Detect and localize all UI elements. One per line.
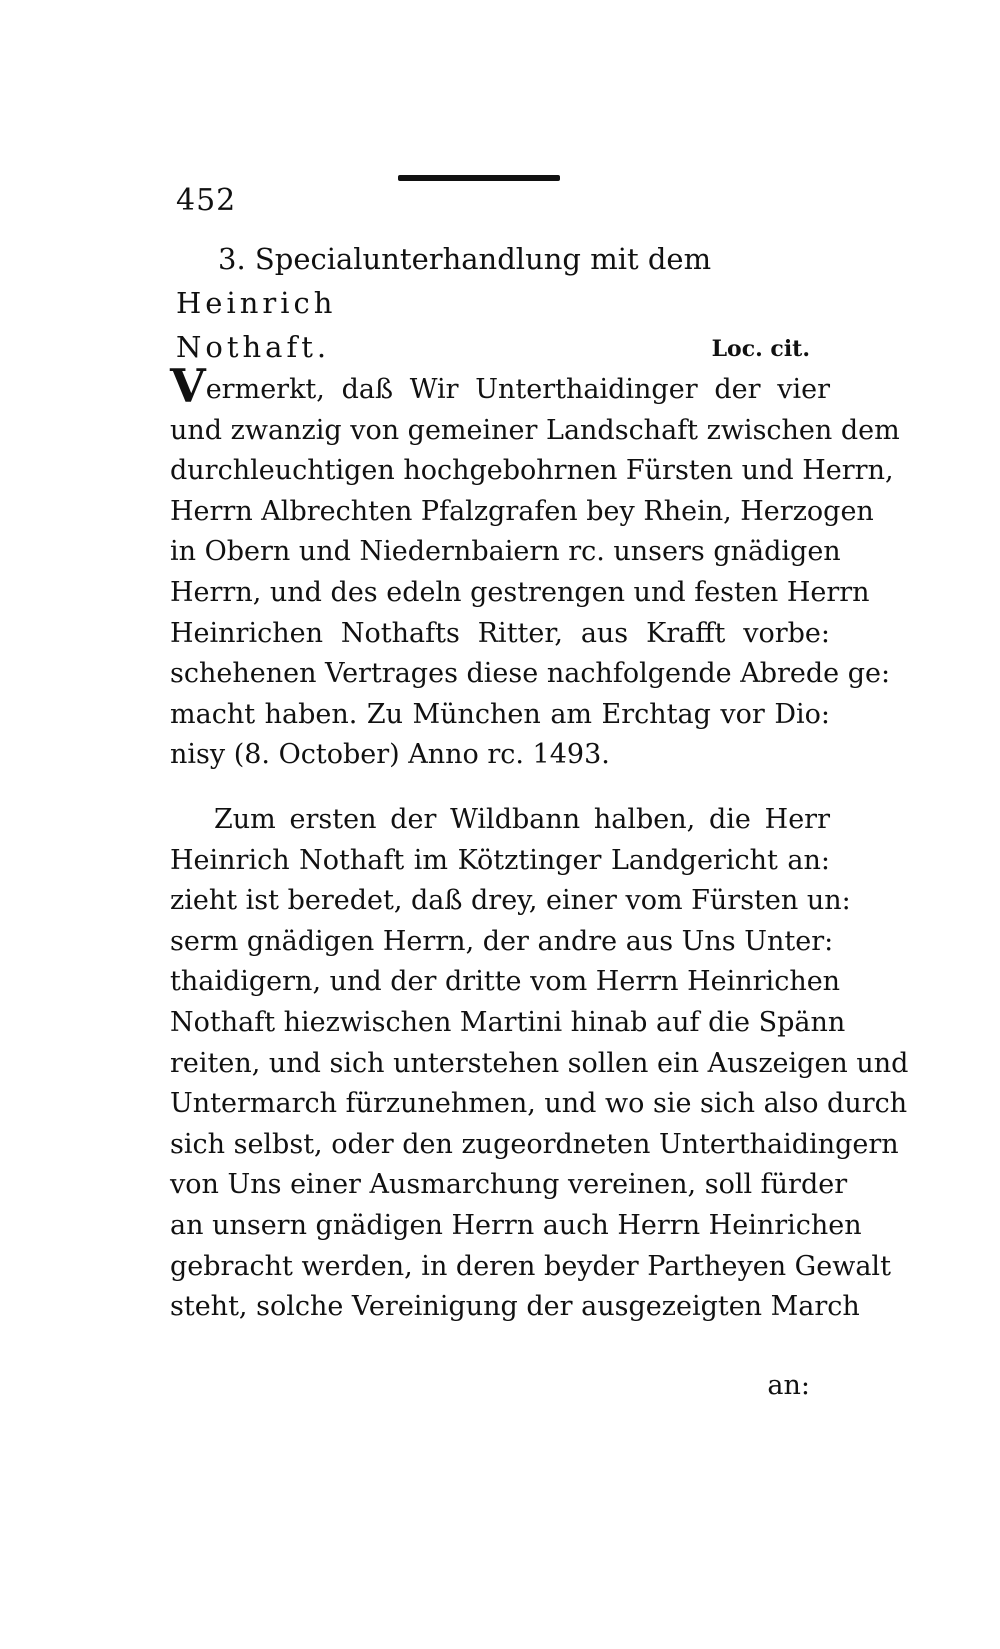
paragraph-2-line: gebracht werden, in deren beyder Partheyen Gewalt (170, 1250, 891, 1282)
source-reference: Loc. cit. (711, 336, 810, 362)
paragraph-1-line: nisy (8. October) Anno rc. 1493. (170, 739, 610, 771)
paragraph-2-line: von Uns einer Ausmarchung vereinen, soll fürder (170, 1169, 848, 1201)
heading-prefix: 3. Specialunterhandlung mit dem (218, 242, 712, 276)
paragraph-1-line: Heinrichen Nothafts Ritter, aus Krafft vorbe: (170, 617, 830, 649)
dropcap-letter: V (170, 359, 206, 413)
paragraph-2-line: serm gnädigen Herrn, der andre aus Uns Unter: (170, 925, 834, 957)
paragraph-1-line: durchleuchtigen hochgebohrnen Fürsten und Herrn, (170, 455, 894, 487)
paragraph-1-line: schehenen Vertrages diese nachfolgende Abrede ge: (170, 658, 891, 690)
paragraph-2-line: an unsern gnädigen Herrn auch Herrn Heinrichen (170, 1209, 862, 1241)
heading-name-last: Nothaft. (176, 330, 331, 364)
paragraph-2-line: Zum ersten der Wildbann halben, die Herr (214, 804, 830, 835)
paragraph-2-line: Untermarch fürzunehmen, und wo sie sich also durch (170, 1088, 908, 1120)
header-rule (398, 175, 560, 181)
paragraph-1 (170, 359, 900, 776)
paragraph-1-line: Herrn, und des edeln gestrengen und festen Herrn (170, 576, 870, 608)
paragraph-2-line: sich selbst, oder den zugeordneten Unterthaidingern (170, 1128, 899, 1160)
paragraph-1-line-text: ermerkt, daß Wir Unterthaidinger der vier (205, 374, 830, 405)
paragraph-1-line: in Obern und Niedernbaiern rc. unsers gnädigen (170, 536, 841, 568)
heading-name-first: Heinrich (176, 286, 337, 320)
page-number: 452 (176, 183, 237, 218)
paragraph-1-line: macht haben. Zu München am Erchtag vor Dio: (170, 698, 830, 730)
paragraph-2-line: Nothaft hiezwischen Martini hinab auf die Spänn (170, 1006, 846, 1038)
paragraph-2-line: reiten, und sich unterstehen sollen ein Auszeigen und (170, 1047, 909, 1079)
paragraph-1-line: und zwanzig von gemeiner Landschaft zwischen dem (170, 414, 900, 446)
paragraph-1-line (170, 359, 830, 413)
paragraph-2-line: steht, solche Vereinigung der ausgezeigten March (170, 1291, 860, 1323)
paragraph-2-line: thaidigern, und der dritte vom Herrn Heinrichen (170, 966, 841, 998)
paragraph-2-line: zieht ist beredet, daß drey, einer vom Fürsten un: (170, 885, 851, 917)
paragraph-2 (170, 800, 909, 1328)
paragraph-1-line: Herrn Albrechten Pfalzgrafen bey Rhein, Herzogen (170, 495, 874, 527)
paragraph-2-line: Heinrich Nothaft im Kötztinger Landgericht an: (170, 844, 830, 876)
catchword: an: (767, 1370, 810, 1401)
